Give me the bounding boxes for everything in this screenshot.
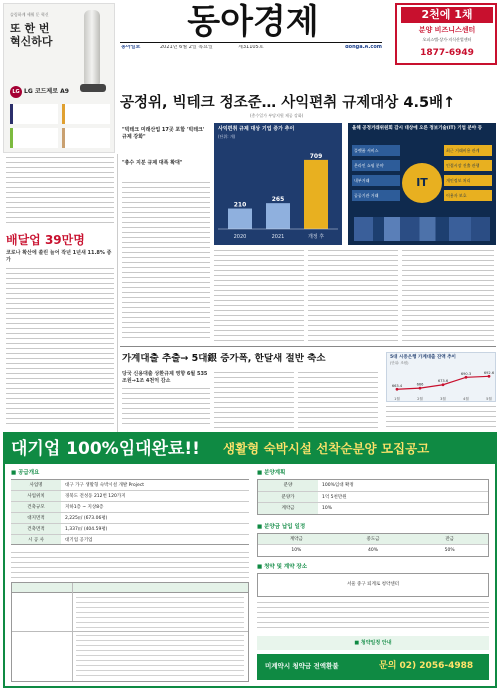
ad-section-plan: ■ 분양계획 (257, 470, 286, 476)
overview-row (11, 490, 249, 501)
left-news-text (6, 157, 114, 227)
diagram-left-item: 내부거래 (352, 175, 400, 186)
data-point (488, 375, 491, 378)
category-label: 3월 (440, 397, 446, 401)
overview-row (11, 512, 249, 523)
point-value-label: 692.6 (483, 370, 495, 375)
sub-headline-2: "총수 지분 규제 대폭 확대" (122, 160, 183, 166)
overview-val: 대기업 공기업 (65, 538, 93, 543)
price-col: 중도금 (366, 537, 380, 542)
article-col-3 (308, 250, 398, 342)
article-col-2 (214, 250, 304, 342)
website-link[interactable]: donga.A.com (345, 45, 382, 50)
left-article-body (6, 268, 114, 426)
ad-visit-box (257, 573, 489, 597)
diagram-right (348, 123, 496, 245)
ad-bottom-title-strong: 대기업 100%임대완료!! (11, 439, 200, 459)
data-point (465, 376, 468, 379)
overview-row (11, 501, 249, 512)
chart-left-unit: (단위: 개) (218, 134, 236, 139)
overview-key: 시 공 사 (11, 535, 61, 544)
overview-val: 2,225㎡ (673.06평) (65, 516, 108, 521)
visit-place: 서울 중구 퇴계로 청약센터 (346, 582, 400, 587)
lower-col-3 (298, 372, 378, 428)
ad-bc-line2: 분양 비즈니스센터 (418, 26, 476, 34)
ad-lg-title-2: 혁신하다 (10, 35, 53, 48)
bar-value-label: 709 (309, 152, 323, 160)
ad-bottom-banner (5, 434, 495, 464)
contact-label: 미계약시 청약금 전액환불 (265, 662, 339, 670)
ad-bc-phone[interactable]: 1877-6949 (420, 48, 474, 58)
overview-val: 대구 가구 생활형 숙박시설 개발 Project (65, 483, 145, 488)
price-val: 40% (368, 548, 379, 553)
plan-key: 분양가 (258, 492, 318, 502)
overview-key: 사업명 (11, 480, 61, 490)
ad-terms-text (11, 552, 249, 578)
plan-key: 분양 (258, 480, 318, 491)
main-headline-sub: (총수일가 부당지원 제공 강화) (250, 113, 304, 118)
overview-val: 지하1층 ~ 지상8층 (65, 505, 104, 510)
ad-bc-line1: 2천에 1채 (401, 7, 493, 23)
category-label: 5월 (486, 397, 492, 401)
ad-section-visit: ■ 청약 및 계약 장소 (257, 564, 308, 570)
category-label: 2월 (417, 397, 423, 401)
lower-sub: 당국 신용대출 상환규제 영향 6월 535조원→1조 4천억 감소 (122, 371, 208, 384)
date-line: 2021년 6월 2일 목요일 (160, 45, 213, 50)
data-point (442, 383, 445, 386)
article-col-4 (402, 250, 494, 342)
vacuum-image (84, 10, 100, 88)
masthead-rule (120, 42, 382, 43)
overview-key: 대지면적 (11, 513, 61, 523)
overview-row (11, 523, 249, 534)
diagram-right-item: 개인정보 처리 (444, 175, 492, 186)
ad-overview-table (11, 479, 249, 545)
left-article-sub: 코로나 확산에 쏠린 늘어 작년 1년새 11.8% 증가 (6, 250, 112, 263)
ad-bc-line3: 오피스텔·상가·지식산업센터 (422, 37, 472, 42)
ad-business-center[interactable] (395, 3, 497, 65)
chart-loans-svg (387, 365, 497, 403)
chart-left-svg (214, 141, 342, 245)
plan-key: 계약금 (258, 503, 318, 514)
paper-name: 동아일보 (121, 45, 141, 50)
bar (266, 203, 290, 229)
lower-col-1 (122, 388, 210, 428)
ad-lg-badge: LG (10, 86, 22, 98)
ad-lg-product: LG 코드제로 A9 (24, 88, 69, 95)
overview-key: 건축규모 (11, 502, 61, 512)
category-label: 1월 (394, 397, 400, 401)
overview-val: 1,337㎡ (404.59평) (65, 527, 108, 532)
section-rule (120, 346, 496, 347)
diagram-left-item: 온라인 쇼핑 분야 (352, 160, 400, 171)
bar (304, 160, 328, 229)
chart-left-box (214, 123, 342, 245)
lower-headline: 가계대출 추출→ 5대銀 증가폭, 한달새 절반 축소 (122, 353, 326, 364)
price-col: 잔금 (445, 537, 455, 542)
plan-val: 1억 5천만원 (322, 495, 347, 500)
ad-lower-left-table (11, 582, 249, 682)
ad-lg-vacuum[interactable] (3, 3, 115, 153)
diagram-right-item: 인접시장 진출 관행 (444, 160, 492, 171)
diagram-buildings (354, 217, 490, 241)
diagram-right-list (444, 145, 492, 201)
diagram-left-list (352, 145, 400, 201)
lower-col-2 (214, 372, 294, 428)
point-value-label: 663.4 (391, 383, 403, 388)
masthead-title: 동아경제 (187, 2, 319, 42)
issue-number: 제31105호 (238, 45, 264, 50)
ad-plan-table (257, 479, 489, 515)
bar-value-label: 265 (271, 196, 285, 204)
ad-lg-tiles (10, 104, 110, 148)
overview-row (11, 479, 249, 490)
ad-bottom-title-rest: 생활형 숙박시설 선착순분양 모집공고 (223, 441, 430, 456)
overview-row (11, 534, 249, 545)
ad-lg-title-1: 또 한 번 (10, 22, 50, 35)
diagram-left-item: 공공기관 거래 (352, 190, 400, 201)
price-val: 10% (291, 548, 302, 553)
overview-key: 사업위치 (11, 491, 61, 501)
article-col-1-top (122, 182, 210, 342)
main-headline: 공정위, 빅테크 정조준… 사익편취 규제대상 4.5배↑ (120, 95, 456, 111)
price-val: 50% (444, 548, 455, 553)
ad-bottom-strip: ■ 청약일정 안내 (257, 636, 489, 650)
bar-value-label: 210 (233, 201, 247, 209)
category-label: 2021 (271, 234, 285, 240)
plan-val: 10% (322, 506, 333, 511)
ad-lg-subtitle: 슬림하게 세워 둔 혁신 (10, 12, 49, 17)
point-value-label: 673.6 (437, 379, 449, 384)
point-value-label: 690.3 (460, 371, 472, 376)
chart-left-title: 사익편취 규제 대상 기업 증가 추이 (218, 126, 295, 132)
ad-contact-bar[interactable] (257, 654, 489, 680)
category-label: 2020 (233, 234, 247, 240)
overview-val: 경북도 전성동 212번 120가지 (65, 494, 126, 499)
overview-key: 건축면적 (11, 524, 61, 534)
plan-val: 100%임대 확정 (322, 483, 354, 488)
chart-loans-title: 5대 시중은행 가계대출 잔액 추이 (390, 355, 456, 360)
ad-bottom[interactable] (3, 432, 497, 688)
left-article-headline: 배달업 39만명 (6, 233, 85, 247)
data-point (419, 387, 422, 390)
ad-price-table (257, 533, 489, 557)
chart-loans-box (386, 352, 496, 402)
diagram-right-title: 올해 공정거래위원회 감시 대상에 오른 정보기술(IT) 기업 분야 등 (352, 126, 483, 131)
diagram-left-item: 플랫폼 서비스 (352, 145, 400, 156)
lower-col-4 (386, 406, 496, 428)
data-point (396, 388, 399, 391)
diagram-right-item: 이용자 보호 (444, 190, 492, 201)
category-label: 개정 후 (307, 234, 325, 240)
contact-phone[interactable]: 문의 02) 2056-4988 (379, 661, 474, 671)
chart-loans-unit: (단위: 조원) (390, 361, 409, 365)
ad-notice-text (257, 602, 489, 632)
sub-headline: "빅테크 미래산업 17곳 포함 '빅테크' 규제 강화" (122, 127, 205, 140)
diagram-right-item: 최근 거래비용 관계 (444, 145, 492, 156)
price-col: 계약금 (289, 537, 303, 542)
category-label: 4월 (463, 397, 469, 401)
ad-section-overview: ■ 공급개요 (11, 470, 40, 476)
diagram-center: IT (402, 163, 442, 203)
ad-section-price: ■ 분양금 납입 일정 (257, 524, 306, 530)
point-value-label: 666 (416, 382, 424, 387)
bar (228, 209, 252, 229)
